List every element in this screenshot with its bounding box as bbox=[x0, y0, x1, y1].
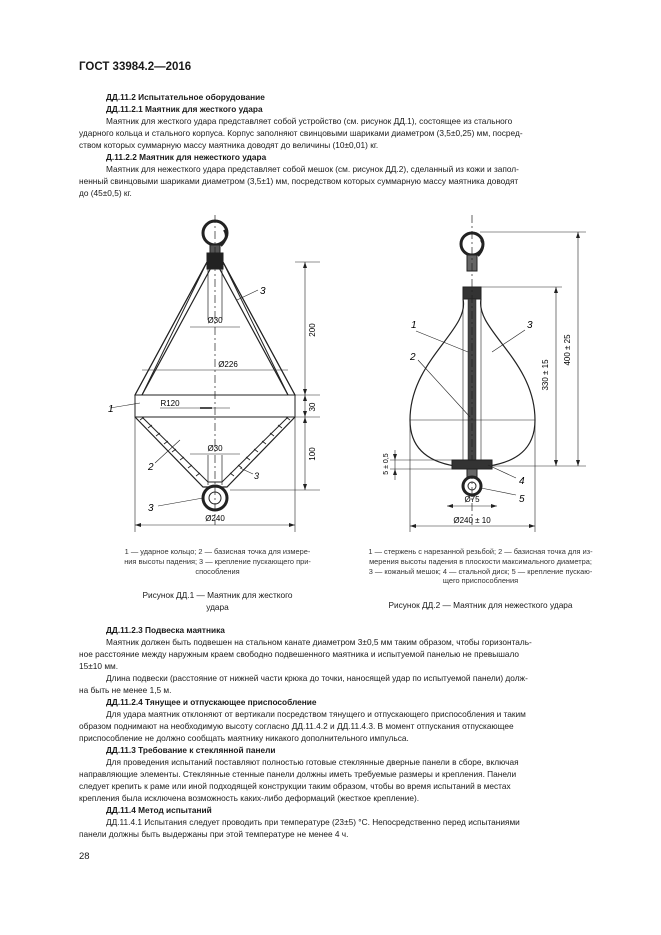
label-3-bottom: 3 bbox=[148, 503, 154, 514]
section-heading-11-3: ДД.11.3 Требование к стеклянной панели bbox=[106, 745, 276, 755]
legend-line: 1 — стержень с нарезанной резьбой; 2 — базисная точка для из- bbox=[368, 547, 593, 556]
dim-d75: Ø75 bbox=[464, 495, 480, 504]
paragraph-line: направляющие элементы. Стеклянные стенные панели должны иметь требуемые размеры и крепления. Панели bbox=[79, 769, 517, 779]
section-heading-11-2: ДД.11.2 Испытательное оборудование bbox=[106, 92, 265, 102]
legend-line: 1 — ударное кольцо; 2 — базисная точка для измере- bbox=[124, 547, 311, 556]
paragraph-line: Маятник должен быть подвешен на стальном канате диаметром 3±0,5 мм таким образом, чтобы горизонталь- bbox=[106, 637, 532, 647]
dim-400: 400 ± 25 bbox=[563, 334, 572, 366]
paragraph-line: панели должны быть выдержаны при этой температуре не менее 4 ч. bbox=[79, 829, 349, 839]
figure-1-legend bbox=[95, 547, 340, 576]
dim-200: 200 bbox=[308, 323, 317, 337]
dim-5: 5 ± 0,5 bbox=[383, 453, 390, 475]
paragraph-line: Длина подвески (расстояние от нижней части крюка до точки, наносящей удар по испытуемой панели) долж- bbox=[106, 673, 528, 683]
paragraph-line: Маятник для жесткого удара представляет собой устройство (см. рисунок ДД.1), состоящее из стального bbox=[106, 116, 513, 126]
label-3: 3 bbox=[527, 320, 533, 331]
figure-2-legend bbox=[343, 547, 618, 586]
paragraph-line: приспособление не должно сообщать маятнику никакого дополнительного импульса. bbox=[79, 733, 409, 743]
figure-title-line: Рисунок ДД.1 — Маятник для жесткого bbox=[142, 590, 293, 600]
legend-line: 3 — кожаный мешок; 4 — стальной диск; 5 — крепление пускаю- bbox=[368, 566, 593, 576]
label-3-middle: 3 bbox=[254, 471, 260, 481]
label-3-top: 3 bbox=[260, 286, 266, 297]
paragraph-line: образом поднимают на необходимую высоту согласно ДД.11.4.2 и ДД.11.4.3. В момент отпускания отпускающее bbox=[79, 721, 514, 731]
paragraph-line: Маятник для нежесткого удара представляет собой мешок (см. рисунок ДД.2), сделанный из кожи и запол- bbox=[106, 164, 519, 174]
legend-line: мерения высоты падения в плоскости максимального диаметра; bbox=[369, 556, 592, 566]
figure-title-line: удара bbox=[206, 602, 229, 612]
figure-1-title bbox=[95, 589, 340, 613]
dim-d240: Ø240 ± 10 bbox=[453, 516, 491, 525]
dim-r120: R120 bbox=[160, 399, 180, 408]
dim-330: 330 ± 15 bbox=[541, 359, 550, 391]
paragraph-line: ством которых суммарную массу маятника доводят до величины (10±0,01) кг. bbox=[79, 140, 379, 150]
label-1: 1 bbox=[411, 320, 417, 331]
label-2: 2 bbox=[410, 352, 416, 363]
page-number: 28 bbox=[79, 851, 90, 862]
legend-line: щего приспособления bbox=[442, 576, 519, 586]
paragraph-line: Для удара маятник отклоняют от вертикали посредством тянущего и отпускающего приспособления и таким bbox=[106, 709, 526, 719]
dim-100: 100 bbox=[308, 447, 317, 461]
figure-2-title: Рисунок ДД.2 — Маятник для нежесткого удара bbox=[388, 600, 573, 610]
label-1: 1 bbox=[108, 404, 114, 415]
legend-line: ния высоты падения; 3 — крепление пускающего при- bbox=[124, 556, 311, 566]
document-header: ГОСТ 33984.2—2016 bbox=[79, 61, 192, 73]
section-heading-11-4: ДД.11.4 Метод испытаний bbox=[106, 805, 212, 815]
figure-2-soft-pendulum bbox=[370, 210, 595, 545]
figure-1-rigid-pendulum bbox=[100, 210, 340, 545]
dim-d226: Ø226 bbox=[218, 360, 238, 369]
paragraph-line: до (45±0,5) кг. bbox=[79, 188, 132, 198]
paragraph-line: ДД.11.4.1 Испытания следует проводить при температуре (23±5) °С. Непосредственно перед испытаниями bbox=[106, 817, 520, 827]
label-4: 4 bbox=[519, 476, 525, 487]
section-heading-11-2-1: ДД.11.2.1 Маятник для жесткого удара bbox=[106, 104, 263, 114]
paragraph-line: следует крепить к раме или иной подходящей конструкции таким образом, чтобы во время испытаний в местах bbox=[79, 781, 511, 791]
paragraph-line: Для проведения испытаний поставляют полностью готовые стеклянные дверные панели в сборе, включая bbox=[106, 757, 519, 767]
dim-30: 30 bbox=[308, 402, 317, 412]
label-2: 2 bbox=[148, 462, 154, 473]
paragraph-line: ненный свинцовыми шариками диаметром (3,5±1) мм, посредством которых суммарную массу маятника доводят bbox=[79, 176, 519, 186]
section-heading-11-2-3: ДД.11.2.3 Подвеска маятника bbox=[106, 625, 225, 635]
label-5: 5 bbox=[519, 494, 525, 505]
paragraph-line: на быть не менее 1,5 м. bbox=[79, 685, 172, 695]
legend-line: способления bbox=[195, 566, 240, 576]
paragraph-line: 15±10 мм. bbox=[79, 661, 119, 671]
dim-d240: Ø240 bbox=[205, 514, 225, 523]
dim-d30-bottom: Ø30 bbox=[207, 444, 223, 453]
section-heading-11-2-4: ДД.11.2.4 Тянущее и отпускающее приспособление bbox=[106, 697, 317, 707]
paragraph-line: крепления была исключена возможность каких-либо деформаций (жесткое крепление). bbox=[79, 793, 420, 803]
paragraph-line: ное расстояние между наружным краем свободно подвешенного маятника и испытуемой панелью не превышало bbox=[79, 649, 520, 659]
dim-d30-top: Ø30 bbox=[207, 316, 223, 325]
section-heading-11-2-2: Д.11.2.2 Маятник для нежесткого удара bbox=[106, 152, 267, 162]
paragraph-line: ударного кольца и стального корпуса. Корпус заполняют свинцовыми шариками диаметром (3,5±0,25) мм, посред- bbox=[79, 128, 523, 138]
